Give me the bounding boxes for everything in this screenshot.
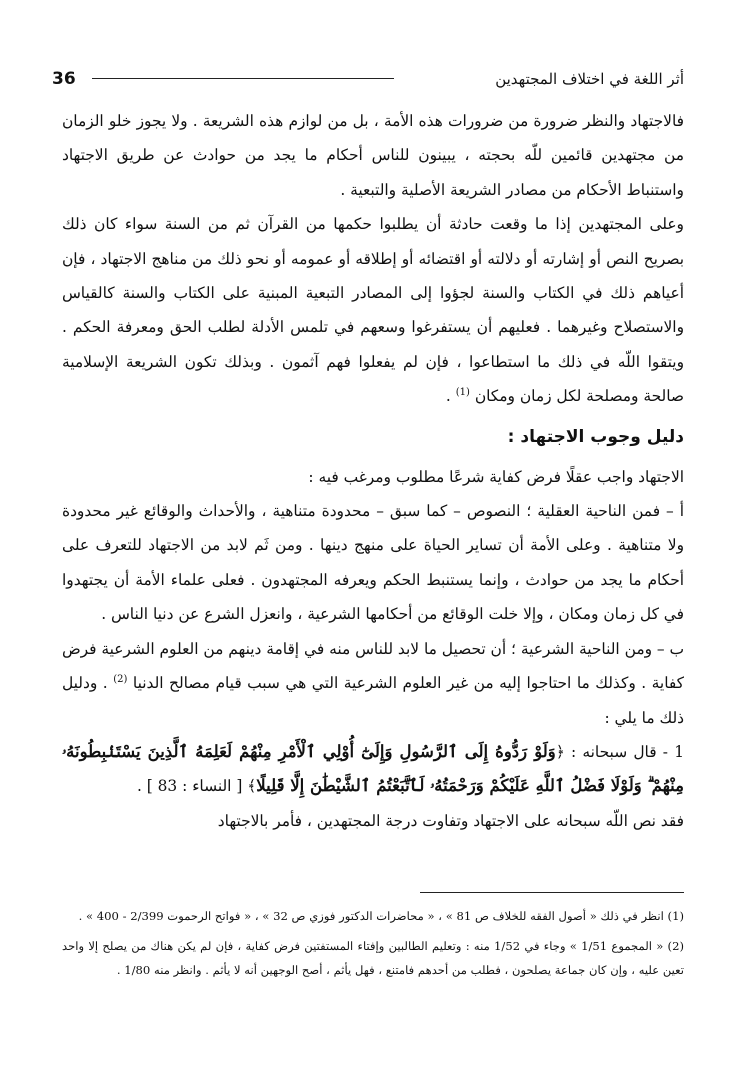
footnote-2: (2) « المجموع 1/51 » وجاء في 1/52 منه : وتعليم الطالبين وإفتاء المستفتين فرض كفاية ، فإن لم يكن هناك من يصلح إلا واحد تعين عليه ، وإن كان جماعة يصلحون ، فطلب من أحدهم فامتنع ، فهل يأثم ، أصح الوجهين أنه لا يأثم . وانظر منه 1/80 .: [62, 939, 684, 977]
page-number: 36: [52, 69, 76, 89]
ornate-brace-close: ﴾: [247, 777, 257, 796]
footnote-1: (1) انظر في ذلك « أصول الفقه للخلاف ص 81 » ، « محاضرات الدكتور فوزي ص 32 » ، « فواتح الرحموت 2/399 - 400 » .: [78, 909, 684, 923]
running-title: أثر اللغة في اختلاف المجتهدين: [495, 70, 684, 88]
paragraph-4: أ – فمن الناحية العقلية ؛ النصوص – كما سبق – محدودة متناهية ، والأحداث والوقائع غير محدودة ولا متناهية . وعلى الأمة أن تساير الحياة على منهج دينها . ومن ثَم لابد من الاجتهاد للتعرف على أحكام ما يجد من حوادث ، وإنما يستنبط الحكم ويعرفه المجتهدون . فعلى علماء الأمة أن يجتهدوا في كل زمان ومكان ، وإلا خلت الوقائع من أحكامها الشرعية ، وانعزل الشرع عن دنيا الناس .: [62, 502, 684, 624]
paragraph-2-text: وعلى المجتهدين إذا ما وقعت حادثة أن يطلبوا حكمها من القرآن ثم من السنة سواء كان ذلك بصريح النص أو إشارته أو دلالته أو اقتضائه أو إطلاقه أو عمومه أو نحو ذلك من مناهج الاجتهاد ، فإن أعياهم ذلك في الكتاب والسنة لجؤوا إلى المصادر التبعية المبنية على الكتاب والسنة كالقياس والاستصلاح وغيرهما . فعليهم أن يستفرغوا وسعهم في تلمس الأدلة لطلب الحق ومعرفة الحكم . ويتقوا اللّه في ذلك ما استطاعوا ، فإن لم يفعلوا فهم آثمون . وبذلك تكون الشريعة الإسلامية صالحة ومصلحة لكل زمان ومكان: [62, 215, 684, 406]
header-rule: [92, 78, 394, 79]
paragraph-5-text: ب – ومن الناحية الشرعية ؛ أن تحصيل ما لابد للناس منه في إقامة دينهم من العلوم الشرعية فرض كفاية . وكذلك ما احتاجوا إليه من غير العلوم الشرعية التي هي سبب قيام مصالح الدنيا: [62, 639, 684, 693]
paragraph-5-tail: . ودليل ذلك ما يلي :: [62, 674, 684, 727]
paragraph-1: فالاجتهاد والنظر ضرورة من ضرورات هذه الأمة ، بل من لوازم هذه الشريعة . ولا يجوز خلو الزمان من مجتهدين قائمين للّه بحجته ، يبينون للناس أحكام ما يجد من حوادث عن طريق الاجتهاد واستنباط الأحكام من مصادر الشريعة الأصلية والتبعية .: [62, 112, 684, 199]
paragraph-5: [62, 632, 684, 735]
paragraph-2: وعلى المجتهدين إذا ما وقعت حادثة أن يطلبوا حكمها من القرآن ثم من السنة سواء كان ذلك بصريح النص أو إشارته أو دلالته أو اقتضائه أو إطلاقه أو عمومه أو نحو ذلك من مناهج الاجتهاد ، فإن أعياهم ذلك في الكتاب والسنة لجؤوا إلى المصادر التبعية المبنية على الكتاب والسنة كالقياس والاستصلاح وغيرهما . فعليهم أن يستفرغوا وسعهم في تلمس الأدلة لطلب الحق ومعرفة الحكم . ويتقوا اللّه في ذلك ما استطاعوا ، فإن لم يفعلوا فهم آثمون . وبذلك تكون الشريعة الإسلامية صالحة ومصلحة لكل زمان ومكان $^{(1)}$ .: [62, 215, 684, 406]
quran-verse: وَلَوْ رَدُّوهُ إِلَى ٱلرَّسُولِ وَإِلَىٰٓ أُوْلِي ٱلْأَمْرِ مِنْهُمْ لَعَلِمَهُ ٱلَّذِينَ يَسْتَنۢبِطُونَهُۥ مِنْهُمْ ۗ وَلَوْلَا فَضْلُ ٱللَّهِ عَلَيْكُمْ وَرَحْمَتُهُۥ لَٱتَّبَعْتُمُ ٱلشَّيْطَٰنَ إِلَّا قَلِيلًا: [62, 741, 684, 796]
footnote-separator: [420, 892, 684, 893]
ornate-brace-open: ﴿: [555, 742, 565, 761]
paragraph-6: [62, 735, 684, 804]
paragraph-7: فقد نص اللّه سبحانه على الاجتهاد وتفاوت درجة المجتهدين ، فأمر بالاجتهاد: [217, 811, 684, 830]
footnote-ref-2[interactable]: (2): [113, 673, 128, 685]
footnotes: [62, 904, 684, 988]
main-text: [62, 104, 684, 838]
verse-citation: [ النساء : 83 ] .: [136, 777, 243, 796]
running-header: [52, 66, 684, 92]
section-heading: دليل وجوب الاجتهاد :: [507, 426, 684, 447]
footnote-ref-1[interactable]: (1): [455, 387, 470, 399]
verse-intro: 1 - قال سبحانه :: [570, 742, 684, 761]
paragraph-3: الاجتهاد واجب عقلًا فرض كفاية شرعًا مطلوب ومرغب فيه :: [308, 467, 684, 486]
